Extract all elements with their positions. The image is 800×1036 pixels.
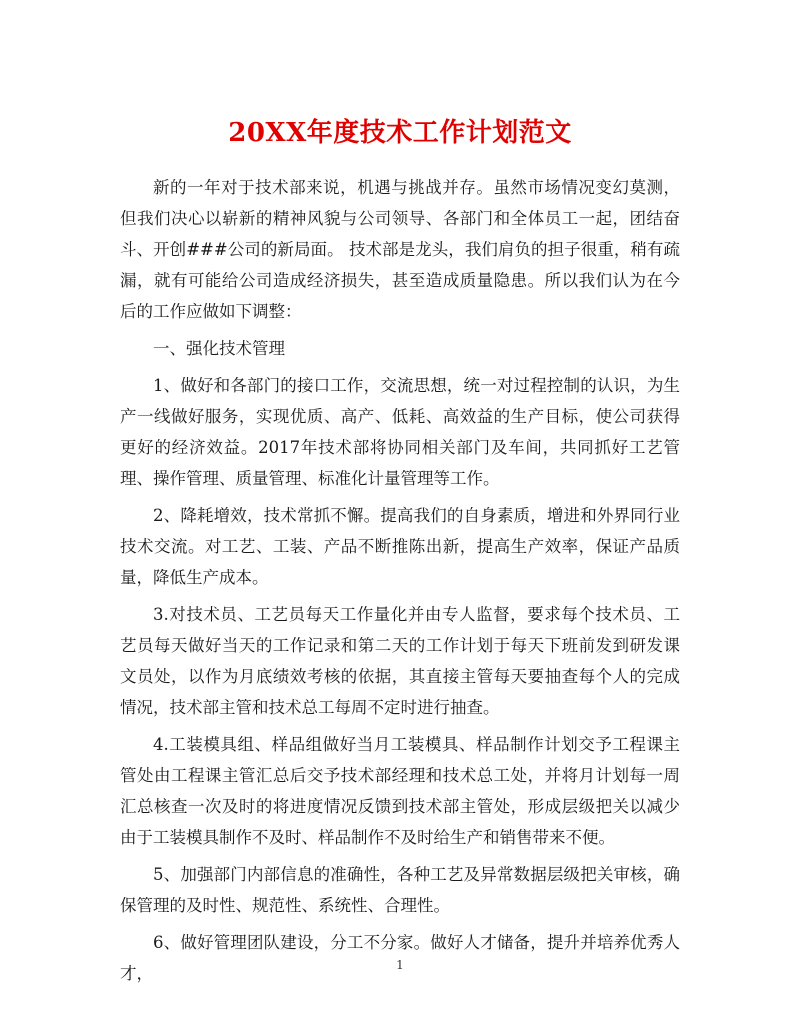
paragraph-item-6: 6、做好管理团队建设，分工不分家。做好人才储备，提升并培养优秀人才，	[120, 933, 680, 983]
section-heading-1: 一、强化技术管理	[153, 339, 285, 358]
paragraph-item-2: 2、降耗增效，技术常抓不懈。提高我们的自身素质，增进和外界同行业技术交流。对工艺、工装、产品不断推陈出新，提高生产效率，保证产品质量，降低生产成本。	[120, 506, 680, 587]
paragraph-item-1: 1、做好和各部门的接口工作，交流思想，统一对过程控制的认识，为生产一线做好服务，实现优质、高产、低耗、高效益的生产目标，使公司获得更好的经济效益。2017年技术部将协同相关部门及车间，共同抓好工艺管理、操作管理、质量管理、标准化计量管理等工作。	[120, 376, 680, 488]
paragraph-item-3: 3.对技术员、工艺员每天工作量化并由专人监督，要求每个技术员、工艺员每天做好当天的工作记录和第二天的工作计划于每天下班前发到研发课文员处，以作为月底绩效考核的依据，其直接主管每天要抽查每个人的完成情况，技术部主管和技术总工每周不定时进行抽查。	[120, 605, 680, 717]
page-number: 1	[396, 958, 404, 972]
paragraph-intro: 新的一年对于技术部来说，机遇与挑战并存。虽然市场情况变幻莫测，但我们决心以崭新的精神风貌与公司领导、各部门和全体员工一起，团结奋斗、开创###公司的新局面。 技术部是龙头，我们肩负的担子很重，稍有疏漏，就有可能给公司造成经济损失，甚至造成质量隐患。所以我们认为在今后的工作应做如下调整：	[120, 178, 680, 321]
paragraph-item-4: 4.工装模具组、样品组做好当月工装模具、样品制作计划交予工程课主管处由工程课主管汇总后交予技术部经理和技术总工处，并将月计划每一周汇总核查一次及时的将进度情况反馈到技术部主管处，形成层级把关以减少由于工装模具制作不及时、样品制作不及时给生产和销售带来不便。	[120, 735, 680, 847]
document-title: 20XX年度技术工作计划范文	[228, 118, 572, 148]
document-body	[120, 172, 680, 995]
paragraph-item-5: 5、加强部门内部信息的准确性，各种工艺及异常数据层级把关审核，确保管理的及时性、规范性、系统性、合理性。	[120, 865, 680, 915]
